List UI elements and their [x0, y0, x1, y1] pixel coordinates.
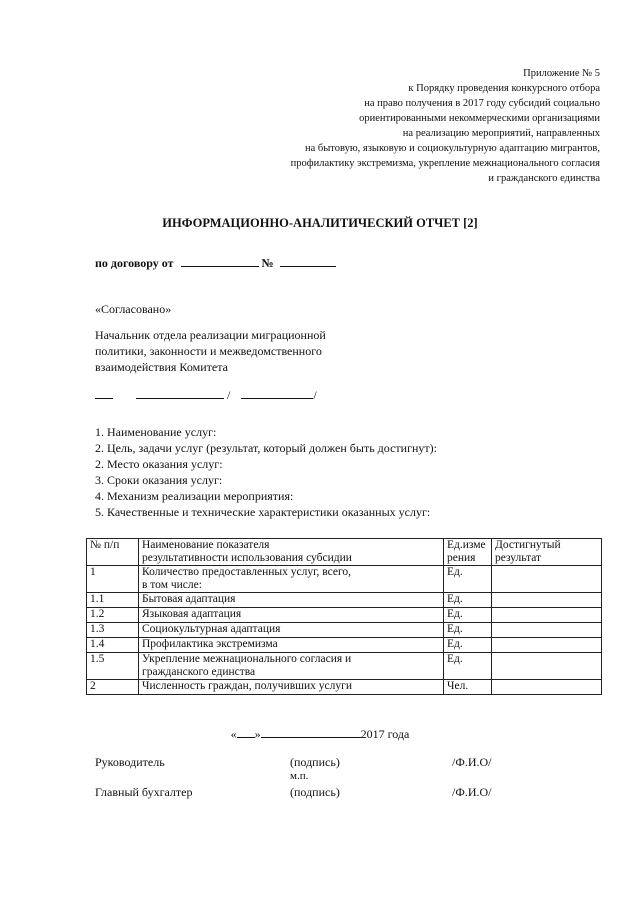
head-signature-label: (подпись) — [290, 755, 340, 769]
row-number: 1.3 — [87, 623, 139, 638]
accountant-role: Главный бухгалтер — [95, 785, 193, 799]
row-number: 1.2 — [87, 608, 139, 623]
appendix-line: на бытовую, языковую и социокультурную адаптацию мигрантов, — [304, 143, 600, 154]
signature-blank — [95, 387, 113, 399]
signature-separator: / — [227, 388, 231, 402]
row-indicator-text: гражданского единства — [142, 666, 256, 678]
report-items — [95, 424, 437, 520]
row-indicator-text: в том числе: — [142, 579, 202, 591]
contract-prefix: по договору от — [95, 256, 174, 270]
date-line — [0, 726, 640, 742]
row-indicator — [139, 566, 444, 593]
header-text: результат — [495, 552, 542, 564]
row-number: 1.5 — [87, 653, 139, 680]
contract-number-sign: № — [261, 256, 274, 270]
signature-separator: / — [313, 388, 317, 402]
date-quote-close: » — [254, 727, 261, 741]
chief-line: Начальник отдела реализации миграционной — [95, 328, 326, 342]
table-row — [87, 653, 602, 680]
appendix-line: к Порядку проведения конкурсного отбора — [408, 83, 600, 94]
row-unit: Ед. — [444, 608, 492, 623]
accountant-fio-label: /Ф.И.О/ — [452, 785, 492, 799]
accountant-signature-label: (подпись) — [290, 785, 340, 799]
chief-position — [95, 327, 326, 375]
head-role: Руководитель — [95, 755, 165, 769]
date-quote-open: « — [230, 727, 237, 741]
chief-line: взаимодействия Комитета — [95, 360, 228, 374]
appendix-line: на право получения в 2017 году субсидий социально — [364, 98, 600, 109]
contract-date-blank — [181, 255, 259, 267]
row-unit: Ед. — [444, 638, 492, 653]
report-item: 3. Сроки оказания услуг: — [95, 473, 223, 487]
row-result — [492, 593, 602, 608]
table-row — [87, 680, 602, 695]
signature-blank — [241, 387, 313, 399]
table-row — [87, 608, 602, 623]
report-item: 1. Наименование услуг: — [95, 425, 217, 439]
date-month-blank — [261, 726, 361, 738]
row-number: 1.4 — [87, 638, 139, 653]
head-fio-label: /Ф.И.О/ — [452, 755, 492, 769]
row-indicator: Бытовая адаптация — [139, 593, 444, 608]
contract-line — [95, 255, 336, 271]
row-number: 2 — [87, 680, 139, 695]
table-row — [87, 623, 602, 638]
row-indicator: Численность граждан, получивших услуги — [139, 680, 444, 695]
row-unit: Ед. — [444, 623, 492, 638]
header-cell-indicator — [139, 539, 444, 566]
header-cell-unit — [444, 539, 492, 566]
header-text: результативности использования субсидии — [142, 552, 352, 564]
table-header-row — [87, 539, 602, 566]
stamp-label: м.п. — [290, 770, 309, 782]
appendix-line: Приложение № 5 — [523, 68, 600, 79]
header-text: Наименование показателя — [142, 539, 270, 551]
table-row — [87, 593, 602, 608]
row-indicator: Языковая адаптация — [139, 608, 444, 623]
row-unit: Ед. — [444, 593, 492, 608]
appendix-line: профилактику экстремизма, укрепление межнационального согласия — [290, 158, 600, 169]
appendix-line: и гражданского единства — [488, 173, 600, 184]
header-text: Достигнутый — [495, 539, 561, 551]
row-number: 1.1 — [87, 593, 139, 608]
row-result — [492, 653, 602, 680]
appendix-header — [240, 66, 600, 186]
row-result — [492, 608, 602, 623]
header-cell-number: № п/п — [87, 539, 139, 566]
report-item: 4. Механизм реализации мероприятия: — [95, 489, 294, 503]
report-title: ИНФОРМАЦИОННО-АНАЛИТИЧЕСКИЙ ОТЧЕТ [2] — [162, 216, 478, 230]
row-indicator: Профилактика экстремизма — [139, 638, 444, 653]
signature-blank — [136, 387, 224, 399]
row-result — [492, 566, 602, 593]
row-unit: Ед. — [444, 566, 492, 593]
row-number: 1 — [87, 566, 139, 593]
row-result — [492, 638, 602, 653]
date-day-blank — [237, 726, 255, 738]
row-indicator-text: Количество предоставленных услуг, всего, — [142, 566, 352, 578]
report-item: 2. Цель, задачи услуг (результат, который должен быть достигнут): — [95, 441, 437, 455]
appendix-line: на реализацию мероприятий, направленных — [402, 128, 600, 139]
contract-number-blank — [280, 255, 336, 267]
chief-line: политики, законности и межведомственного — [95, 344, 322, 358]
row-indicator-text: Укрепление межнационального согласия и — [142, 653, 352, 665]
report-item: 2. Место оказания услуг: — [95, 457, 223, 471]
row-result — [492, 623, 602, 638]
indicators-table — [86, 538, 602, 695]
header-text: рения — [447, 552, 476, 564]
approval-signature-line — [95, 387, 317, 403]
row-result — [492, 680, 602, 695]
table-row — [87, 638, 602, 653]
row-indicator — [139, 653, 444, 680]
report-item: 5. Качественные и технические характеристики оказанных услуг: — [95, 505, 431, 519]
appendix-line: ориентированными некоммерческими организациями — [359, 113, 600, 124]
header-text: Ед.изме — [447, 539, 486, 551]
header-cell-result — [492, 539, 602, 566]
table-row — [87, 566, 602, 593]
date-year: 2017 года — [360, 727, 410, 741]
row-indicator: Социокультурная адаптация — [139, 623, 444, 638]
row-unit: Чел. — [444, 680, 492, 695]
agreed-label: «Согласовано» — [95, 302, 172, 316]
row-unit: Ед. — [444, 653, 492, 680]
